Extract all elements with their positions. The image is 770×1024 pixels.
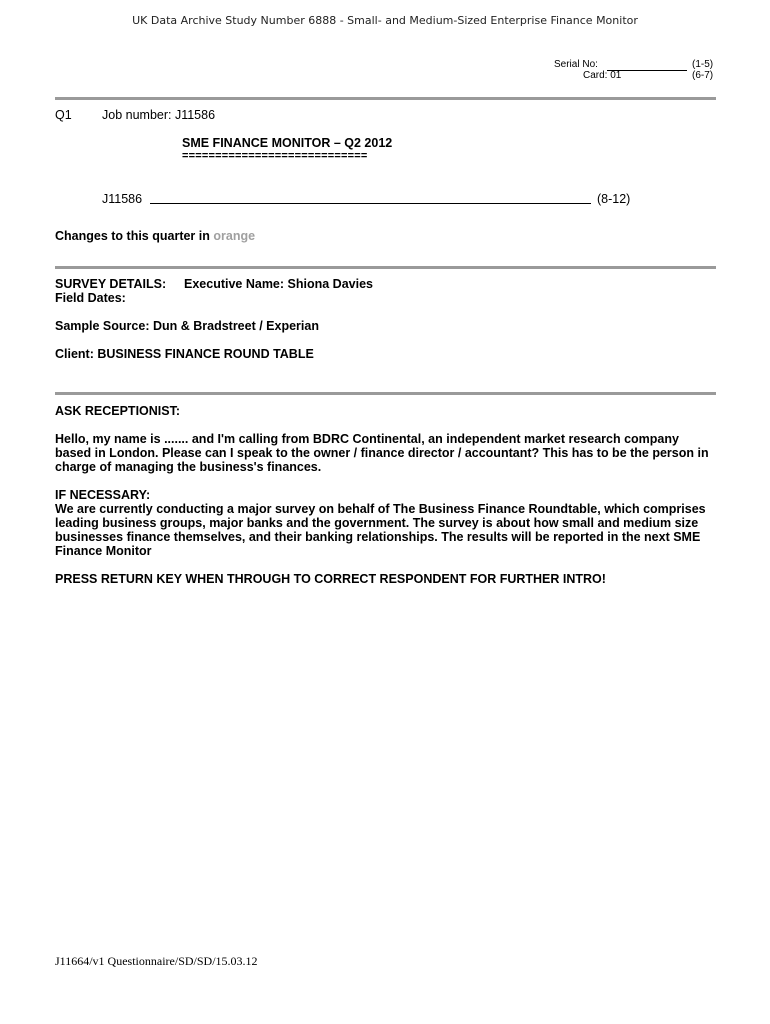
receptionist-intro: Hello, my name is ....... and I'm calling from BDRC Continental, an independent market research company based in London. Please can I speak to the owner / finance director / accountant? This has to be the person in charge of managing the business's finances. xyxy=(55,432,709,474)
question-number: Q1 xyxy=(55,108,72,122)
serial-code: (1-5) xyxy=(692,59,714,70)
job-code: J11586 xyxy=(102,192,143,206)
receptionist-heading: ASK RECEPTIONIST: xyxy=(55,404,181,418)
divider xyxy=(55,266,716,269)
job-code-blank xyxy=(150,203,591,204)
if-necessary-text: We are currently conducting a major survey on behalf of The Business Finance Roundtable, which comprises leading business groups, major banks and the government. The survey is about how small and medium size businesses finance themselves, and their banking relationships. The results will be reported in the next SME Finance Monitor xyxy=(55,502,706,558)
card-code: (6-7) xyxy=(692,70,714,81)
field-dates: Field Dates: xyxy=(55,291,126,305)
survey-title: SME FINANCE MONITOR – Q2 2012 xyxy=(182,136,393,150)
footer-reference: J11664/v1 Questionnaire/SD/SD/15.03.12 xyxy=(55,954,258,968)
if-necessary-label: IF NECESSARY: xyxy=(55,488,151,502)
job-number-line: Job number: J11586 xyxy=(102,108,216,122)
executive-name: Executive Name: Shiona Davies xyxy=(184,277,373,291)
document-header: UK Data Archive Study Number 6888 - Small- and Medium-Sized Enterprise Finance Monitor xyxy=(132,14,638,27)
divider xyxy=(55,97,716,100)
changes-highlight: orange xyxy=(213,229,256,243)
press-return-instruction: PRESS RETURN KEY WHEN THROUGH TO CORRECT RESPONDENT FOR FURTHER INTRO! xyxy=(55,572,606,586)
changes-note xyxy=(55,229,255,243)
job-code-cols: (8-12) xyxy=(597,192,631,206)
changes-prefix: Changes to this quarter in xyxy=(55,229,210,243)
client: Client: BUSINESS FINANCE ROUND TABLE xyxy=(55,347,314,361)
serial-label: Serial No: xyxy=(554,59,598,70)
divider xyxy=(55,392,716,395)
survey-details-label: SURVEY DETAILS: xyxy=(55,277,167,291)
card-label: Card: 01 xyxy=(583,70,622,81)
sample-source: Sample Source: Dun & Bradstreet / Experian xyxy=(55,319,319,333)
title-underline: ============================ xyxy=(182,150,368,162)
